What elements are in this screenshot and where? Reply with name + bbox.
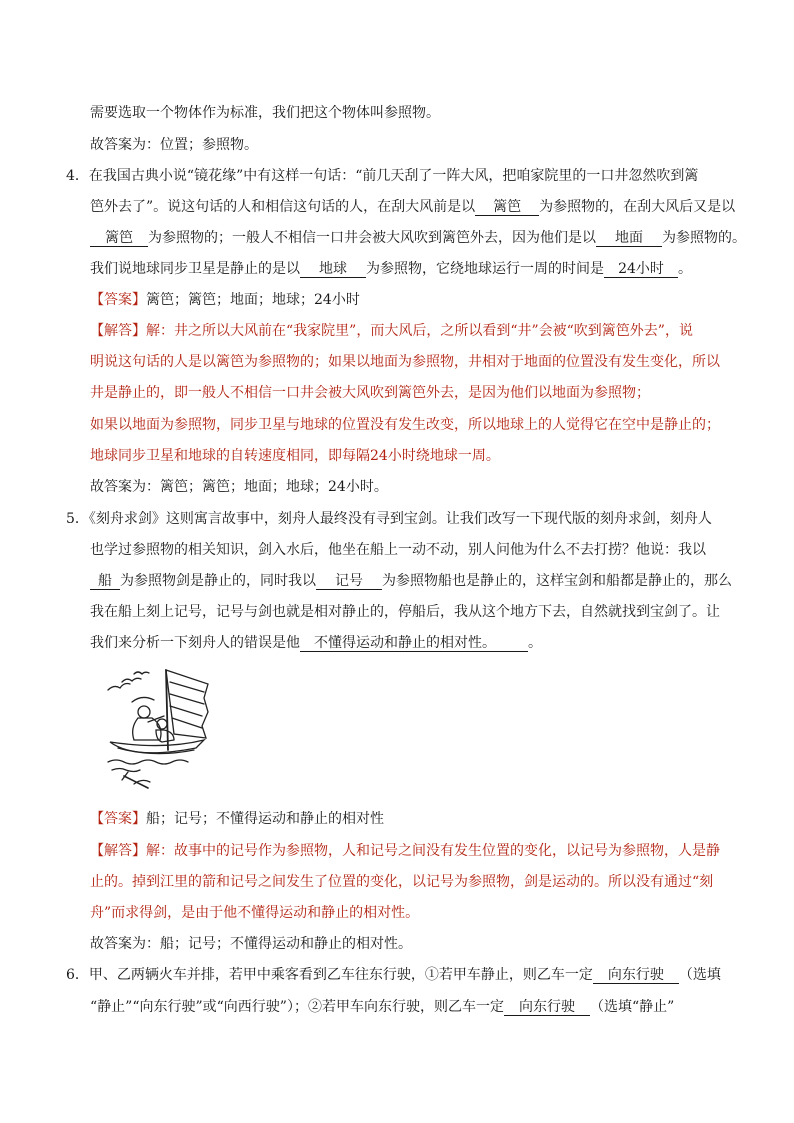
question-text: 为参照物船也是静止的，这样宝剑和船都是静止的，那么 (382, 573, 732, 589)
question-text: “静止”“向东行驶”或“向西行驶”）；②若甲车向东行驶，则乙车一定 (90, 999, 504, 1015)
blank-answer-2: 向东行驶 (504, 999, 590, 1016)
question-text: 为参照物的，在刮大风后又是以 (539, 199, 736, 215)
question-text: 《刻舟求剑》这则寓言故事中，刻舟人最终没有寻到宝剑。让我们改写一下现代版的刻舟求剑，刻舟人 (88, 511, 712, 527)
blank-answer-2: 篱笆 (90, 230, 148, 247)
answer-text: 篱笆；篱笆；地面；地球；24小时 (146, 292, 360, 308)
question-text: （选填 (678, 967, 721, 983)
question-5-line-3 (90, 572, 732, 590)
explanation-line: 如果以地面为参照物，同步卫星与地球的位置没有发生改变，所以地球上的人觉得它在空中是静止的； (90, 417, 720, 433)
question-4-line-4 (90, 260, 692, 278)
question-5-line-4: 我在船上刻上记号，记号与剑也就是相对静止的，停船后，我从这个地方下去，自然就找到宝剑了。让 (90, 604, 720, 620)
question-text: （选填“静止” (589, 999, 675, 1015)
explanation-text: 解：故事中的记号作为参照物，人和记号之间没有发生位置的变化，以记号为参照物，人是静 (146, 843, 720, 859)
question-text: 。 (678, 261, 692, 277)
question-5-line-5 (90, 634, 542, 652)
question-text: 为参照物，它绕地球运行一周的时间是 (366, 261, 604, 277)
explanation-tag: 【解答】 (90, 843, 146, 859)
blank-answer-1: 船 (90, 573, 120, 590)
explanation-line: 井是静止的，即一般人不相信一口井会被大风吹到篱笆外去，是因为他们以地面为参照物； (90, 385, 650, 401)
blank-answer-5: 24小时 (604, 261, 678, 278)
question-text: 笆外去了”。说这句话的人和相信这句话的人，在刮大风前是以 (90, 199, 476, 215)
question-text: 在我国古典小说“镜花缘”中有这样一句话：“前几天刮了一阵大风，把咱家院里的一口井忽然吹到篱 (88, 168, 699, 184)
explanation-line: 止的。掉到江里的箭和记号之间发生了位置的变化，以记号为参照物，剑是运动的。所以没有通过“刻 (90, 874, 714, 890)
blank-answer-4: 地球 (300, 261, 366, 278)
question-5-line-2: 也学过参照物的相关知识，剑入水后，他坐在船上一动不动，别人问他为什么不去打捞？他说：我以 (90, 542, 706, 558)
answer-text: 船；记号；不懂得运动和静止的相对性 (146, 811, 384, 827)
question-text: 为参照物的。 (662, 230, 746, 246)
explanation-line (90, 842, 720, 860)
question-number: 6． (66, 967, 89, 983)
blank-answer-3: 不懂得运动和静止的相对性。 (300, 635, 528, 652)
boat-illustration (104, 664, 216, 794)
answer-tag: 【答案】 (90, 811, 146, 827)
final-answer-line: 故答案为：篱笆；篱笆；地面；地球；24小时。 (90, 479, 388, 495)
explanation-line: 明说这句话的人是以篱笆为参照物的；如果以地面为参照物，井相对于地面的位置没有发生变化，所以 (90, 354, 720, 370)
answer-line (90, 810, 384, 828)
question-text: 我们说地球同步卫星是静止的是以 (90, 261, 300, 277)
answer-line: 故答案为：位置；参照物。 (90, 137, 258, 153)
question-5-line-1 (66, 510, 712, 528)
text-line: 需要选取一个物体作为标准，我们把这个物体叫参照物。 (90, 105, 440, 121)
blank-answer-1: 篱笆 (475, 199, 539, 216)
question-text: 为参照物剑是静止的，同时我以 (120, 573, 316, 589)
explanation-text: 解：井之所以大风前在“我家院里”，而大风后，之所以看到“井”会被“吹到篱笆外去”，说 (146, 323, 693, 339)
question-6-line-2 (90, 998, 674, 1016)
answer-line (90, 291, 360, 309)
explanation-line (90, 322, 693, 340)
explanation-line: 舟”而求得剑，是由于他不懂得运动和静止的相对性。 (90, 905, 420, 921)
blank-answer-2: 记号 (316, 573, 382, 590)
blank-answer-3: 地面 (596, 230, 662, 247)
question-4-line-3 (90, 229, 746, 247)
question-text: 我们来分析一下刻舟人的错误是他 (90, 635, 300, 651)
explanation-line: 地球同步卫星和地球的自转速度相同，即每隔24小时绕地球一周。 (90, 448, 500, 464)
question-text: 甲、乙两辆火车并排，若甲中乘客看到乙车往东行驶，①若甲车静止，则乙车一定 (88, 967, 593, 983)
question-6-line-1 (66, 966, 721, 984)
explanation-tag: 【解答】 (90, 323, 146, 339)
question-text: 。 (528, 635, 542, 651)
question-4-line-2 (90, 198, 735, 216)
question-text: 为参照物的；一般人不相信一口井会被大风吹到篱笆外去，因为他们是以 (148, 230, 596, 246)
blank-answer-1: 向东行驶 (593, 967, 679, 984)
answer-tag: 【答案】 (90, 292, 146, 308)
question-number: 5． (66, 511, 89, 527)
question-4-line-1 (66, 167, 698, 185)
final-answer-line: 故答案为：船；记号；不懂得运动和静止的相对性。 (90, 936, 412, 952)
question-number: 4． (66, 168, 89, 184)
